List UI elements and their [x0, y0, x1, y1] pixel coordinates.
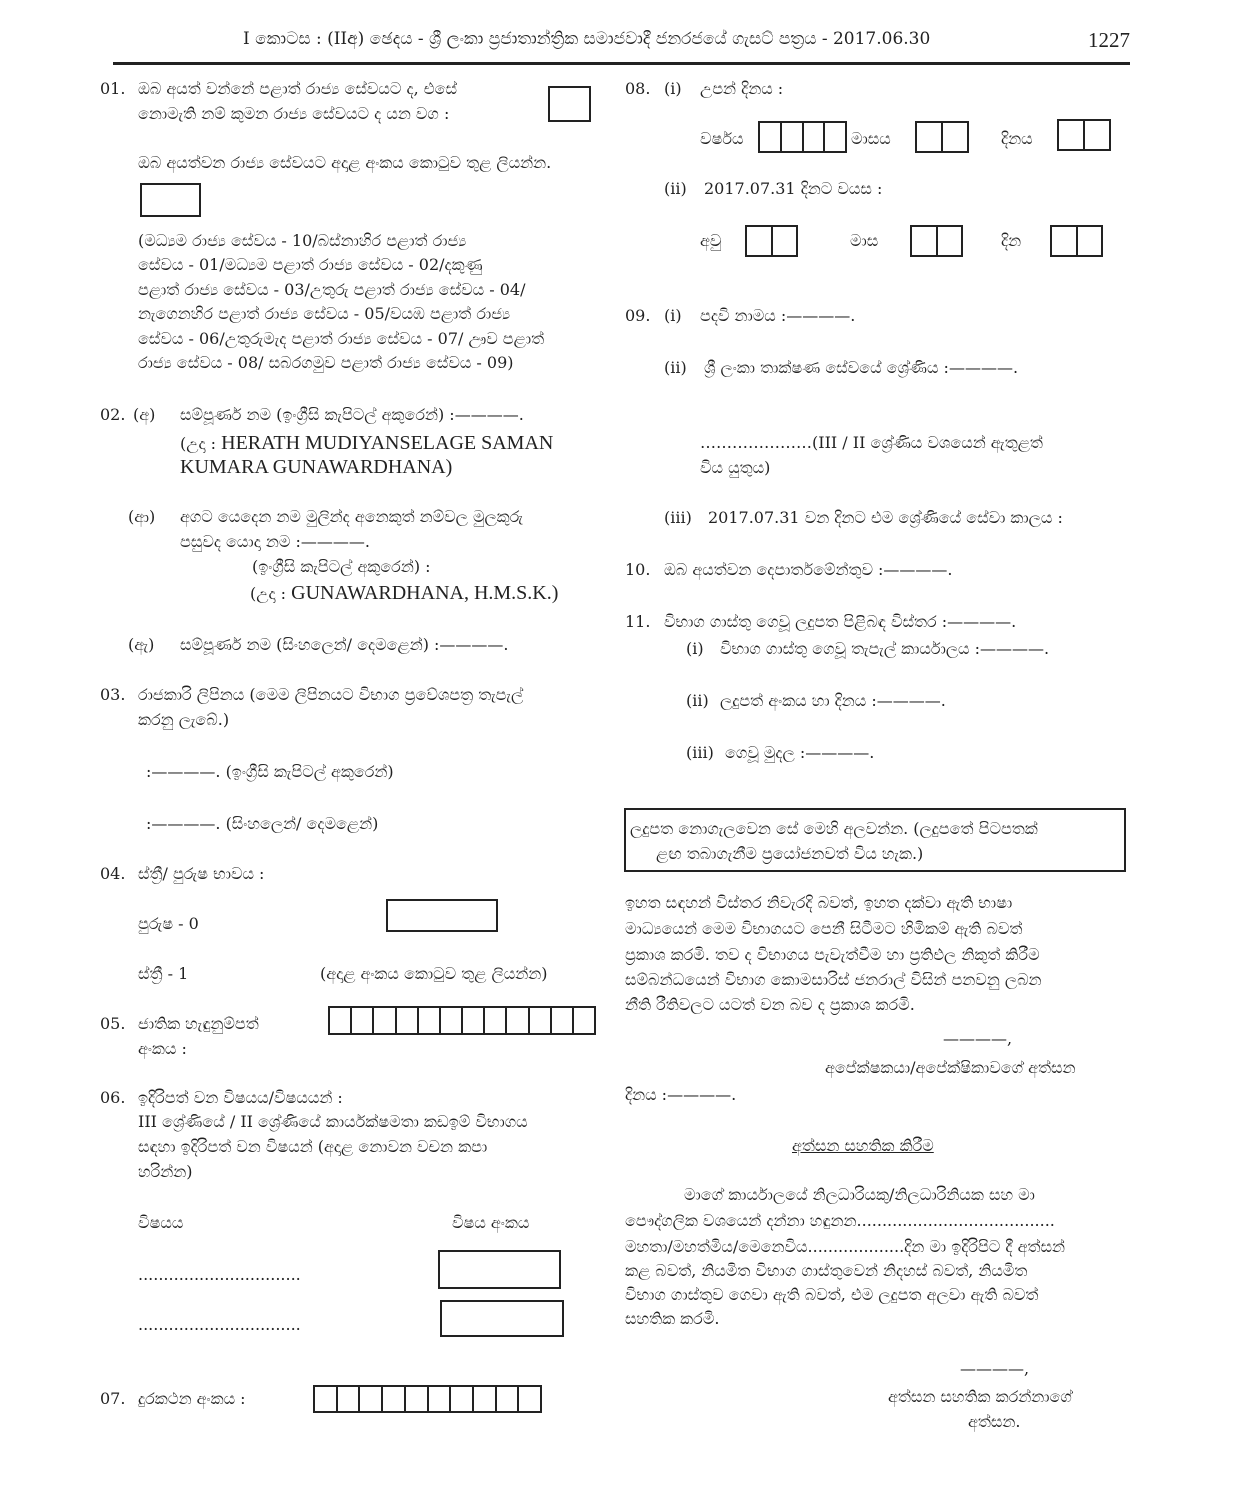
q06-line4: හරින්න) — [138, 1162, 193, 1181]
q04-female: ස්ත්‍රී - 1 — [138, 964, 189, 983]
grid-cell[interactable] — [472, 1387, 495, 1411]
q05-number: 05. — [100, 1014, 126, 1033]
receipt-note-line1: ලදුපත නොගැලවෙන සේ මෙහි අලවන්න. (ලදුපතේ පිටපතක් — [630, 819, 1038, 838]
q02-b-line2: පසුවද යොදා නම :————. — [180, 532, 370, 551]
grid-cell[interactable] — [439, 1008, 461, 1033]
grid-cell[interactable] — [330, 1008, 350, 1033]
grid-cell[interactable] — [395, 1008, 417, 1033]
attestation-line: මහතා/මහත්මිය/මෙනෙවිය...................දින මා ඉදිරිපිට දී අත්සන් — [625, 1237, 1065, 1256]
q08-year-grid[interactable] — [758, 121, 847, 153]
q08-age-days-grid[interactable] — [1050, 225, 1103, 257]
q08-day-grid[interactable] — [1057, 119, 1111, 151]
q01-line2: නොමැති නම් කුමන රාජ්‍ය සේවයට ද යන වග : — [138, 104, 450, 123]
q11-i-label: (i) — [686, 639, 704, 658]
grid-cell[interactable] — [350, 1008, 372, 1033]
q06-subject-line[interactable]: ................................ — [138, 1265, 301, 1284]
q02-b-example — [250, 582, 558, 605]
q06-col-subject: විෂයය — [138, 1213, 184, 1232]
q01-list-line: සේවය - 01/මධ්‍යම පළාත් රාජ්‍ය සේවය - 02/දකුණු — [138, 255, 483, 274]
grid-cell[interactable] — [495, 1387, 518, 1411]
q01-number: 01. — [100, 79, 126, 98]
declaration-line: නීති රීතිවලට යටත් වන බව ද ප්‍රකාශ කරමි. — [625, 995, 915, 1014]
q07-number: 07. — [100, 1389, 126, 1408]
grid-cell[interactable] — [483, 1008, 505, 1033]
q02-a-example-prefix: (උදා : — [180, 434, 217, 453]
q09-iii-label: (iii) — [664, 508, 692, 527]
certifier-signature-label1: අත්සන සහතික කරන්නාගේ — [888, 1387, 1072, 1406]
declaration-line: ප්‍රකාශ කරමි. තව ද විභාගය පැවැත්වීම හා ප්‍රතිඵල නිකුත් කිරීම — [625, 945, 1040, 964]
grid-cell[interactable] — [404, 1387, 427, 1411]
q09-i-text: පදවි නාමය :————. — [700, 306, 856, 325]
grid-cell[interactable] — [449, 1387, 472, 1411]
q11-iii-text: ගෙවූ මුදල :————. — [725, 743, 875, 762]
q09-ii-note2: විය යුතුය) — [700, 458, 771, 477]
grid-cell[interactable] — [381, 1387, 404, 1411]
attestation-line: විභාග ගාස්තුව ගෙවා ඇති බවත්, එම ලදුපත අලවා ඇති බවත් — [625, 1285, 1039, 1304]
q08-ii-text: 2017.07.31 දිනට වයස : — [704, 179, 883, 198]
q03-line2: කරනු ලැබේ.) — [138, 710, 230, 729]
declaration-line: ඉහත සඳහන් විස්තර නිවැරදි බවත්, ඉහත දක්වා ඇති භාෂා — [625, 893, 1013, 912]
q08-ii-label: (ii) — [664, 179, 687, 198]
receipt-paste-box — [624, 808, 1126, 872]
header-rule — [113, 62, 1130, 65]
header-title: I කොටස : (IIඅ) ඡෙදය - ශ්‍රී ලංකා ප්‍රජාතාන්ත්‍රික සමාජවාදී ජනරජයේ ගැසට් පත්‍රය - 2017.06.30 — [243, 29, 931, 49]
q08-i-label: (i) — [664, 79, 682, 98]
q03-line1: රාජකාරි ලිපිනය (මෙම ලිපිනයට විභාග ප්‍රවේශපත්‍ර තැපැල් — [138, 685, 524, 704]
q01-answer-box[interactable] — [548, 86, 591, 122]
q11-i-text: විභාග ගාස්තු ගෙවූ තැපැල් කාර්යාලය :————. — [720, 639, 1050, 658]
grid-cell[interactable] — [372, 1008, 394, 1033]
q06-number: 06. — [100, 1088, 126, 1107]
q01-service-code-box[interactable] — [140, 183, 201, 217]
q09-ii-text: ශ්‍රී ලංකා තාක්ෂණ සේවයේ ශ්‍රේණිය :————. — [704, 358, 1019, 377]
q02-c-text: සම්පූර්ණ නම (සිංහලෙන්/ දෙමළෙන්) :————. — [180, 635, 509, 654]
grid-cell[interactable] — [417, 1008, 439, 1033]
grid-cell[interactable] — [528, 1008, 550, 1033]
q05-line2: අංකය : — [138, 1039, 187, 1058]
q03-address-english: :————. (ඉංග්‍රීසි කැපිටල් අකුරෙන්) — [146, 762, 394, 781]
applicant-signature-line[interactable]: ————, — [943, 1029, 1013, 1048]
q01-list-line: සේවය - 06/උතුරුමැද පළාත් රාජ්‍ය සේවය - 07/ ඌව පළාත් — [138, 329, 545, 348]
q02-b-label: (ආ) — [128, 507, 156, 526]
q08-age-days-label: දින — [1001, 231, 1022, 250]
q04-male: පුරුෂ - 0 — [138, 914, 199, 933]
q07-phone-grid[interactable] — [313, 1385, 542, 1413]
q02-b-example-name: GUNAWARDHANA, H.M.S.K.) — [291, 582, 559, 604]
q11-ii-text: ලදුපත් අංකය හා දිනය :————. — [720, 691, 946, 710]
q02-b-line3: (ඉංග්‍රීසි කැපිටල් අකුරෙන්) : — [252, 557, 431, 576]
grid-cell[interactable] — [315, 1387, 336, 1411]
q03-number: 03. — [100, 685, 126, 704]
q01-list-line: නැගෙනහිර පළාත් රාජ්‍ය සේවය - 05/වයඹ පළාත් රාජ්‍ය — [138, 304, 511, 323]
certifier-signature-label2: අත්සන. — [968, 1412, 1021, 1431]
q09-iii-text: 2017.07.31 වන දිනට එම ශ්‍රේණියේ සේවා කාලය : — [708, 508, 1063, 527]
q11-iii-label: (iii) — [686, 743, 714, 762]
certifier-signature-line[interactable]: ————, — [960, 1359, 1030, 1378]
q06-subject-line[interactable]: ................................ — [138, 1315, 301, 1334]
grid-cell[interactable] — [358, 1387, 381, 1411]
q09-number: 09. — [625, 306, 651, 325]
q01-list-line: (මධ්‍යම රාජ්‍ය සේවය - 10/බස්නාහිර පළාත් රාජ්‍ය — [138, 231, 467, 250]
q08-month-grid[interactable] — [915, 121, 969, 153]
q04-number: 04. — [100, 864, 126, 883]
attestation-line: මාගේ කාර්යාලයේ නිලධාරියකු/නිලධාරිනියක සහ මා — [684, 1185, 1035, 1204]
q05-line1: ජාතික හැඳුනුම්පත් — [138, 1014, 259, 1033]
q02-c-label: (ඇ) — [128, 635, 155, 654]
q06-subject-code-box[interactable] — [440, 1300, 564, 1337]
q02-a-example-name1: HERATH MUDIYANSELAGE SAMAN — [221, 432, 554, 454]
q02-b-line1: අගට යෙදෙන නම මුලින්ද අනෙකුත් නම්වල මුලකුරු — [180, 507, 524, 526]
grid-cell[interactable] — [517, 1387, 540, 1411]
q04-title: ස්ත්‍රී/ පුරුෂ භාවය : — [138, 864, 265, 883]
receipt-note-line2: ළඟ තබාගැනීම ප්‍රයෝජනවත් විය හැක.) — [656, 844, 924, 863]
q04-gender-box[interactable] — [386, 899, 498, 932]
q01-list-line: පළාත් රාජ්‍ය සේවය - 03/උතුරු පළාත් රාජ්‍ය සේවය - 04/ — [138, 280, 526, 299]
q06-col-code: විෂය අංකය — [452, 1213, 530, 1232]
q08-month-label: මාසය — [851, 129, 891, 148]
q06-line1: ඉදිරිපත් වන විෂයය/විෂයයන් : — [138, 1088, 343, 1107]
q10-number: 10. — [625, 560, 651, 579]
grid-cell[interactable] — [505, 1008, 527, 1033]
q04-instruction: (අදාළ අංකය කොටුව තුළ ලියන්න) — [320, 964, 548, 983]
grid-cell[interactable] — [572, 1008, 594, 1033]
q06-line3: සඳහා ඉදිරිපත් වන විෂයන් (අදාළ නොවන වචන කපා — [138, 1137, 488, 1156]
q06-line2: III ශ්‍රේණියේ / II ශ්‍රේණියේ කාර්යක්ෂමතා කඩඉම් විභාගය — [138, 1112, 528, 1131]
attestation-title: අත්සන සහතික කිරීම — [792, 1136, 934, 1155]
q01-line1: ඔබ අයත් වන්නේ පළාත් රාජ්‍ය සේවයට ද, එසේ — [138, 79, 457, 98]
q08-i-text: උපන් දිනය : — [700, 79, 784, 98]
q07-label: දුරකථන අංකය : — [138, 1389, 246, 1408]
q01-instruction: ඔබ අයත්වන රාජ්‍ය සේවයට අදාළ අංකය කොටුව තුළ ලියන්න. — [138, 153, 552, 172]
q06-subject-code-box[interactable] — [438, 1250, 561, 1289]
q02-a-example-name2: KUMARA GUNAWARDHANA) — [180, 456, 453, 478]
q08-age-months-label: මාස — [850, 231, 879, 250]
q09-ii-note1: …………………(III / II ශ්‍රේණිය වශයෙන් ඇතුළත් — [700, 433, 1043, 452]
q01-list-line: රාජ්‍ය සේවය - 08/ සබරගමුව පළාත් රාජ්‍ය සේවය - 09) — [138, 353, 514, 372]
q08-number: 08. — [625, 79, 651, 98]
grid-cell[interactable] — [427, 1387, 450, 1411]
declaration-date: දිනය :————. — [625, 1085, 737, 1104]
declaration-line: මාධ්‍යයෙන් මෙම විභාගයට පෙනී සිටීමට හිමිකම් ඇති බවත් — [625, 919, 1023, 938]
page-number: 1227 — [1088, 28, 1130, 52]
q05-nic-grid[interactable] — [328, 1006, 596, 1035]
declaration-line: සම්බන්ධයෙන් විභාග කොමසාරිස් ජනරාල් විසින් පනවනු ලබන — [625, 970, 1042, 989]
grid-cell[interactable] — [461, 1008, 483, 1033]
q10-text: ඔබ අයත්වන දෙපාර්තමේන්තුව :————. — [664, 560, 953, 579]
attestation-line: පෞද්ගලික වශයෙන් දන්නා හඳුනන....................................... — [625, 1211, 1055, 1230]
attestation-line: කළ බවත්, නියමිත විභාග ගාස්තුවෙන් නිදහස් බවත්, නියමිත — [625, 1261, 1028, 1280]
q11-text: විභාග ගාස්තු ගෙවූ ලදුපත පිළිබඳ විස්තර :————. — [664, 612, 1017, 631]
q08-year-label: වර්ෂය — [700, 129, 744, 148]
q02-a-text: සම්පූර්ණ නම (ඉංග්‍රීසි කැපිටල් අකුරෙන්) :————. — [180, 405, 524, 424]
q08-day-label: දිනය — [1001, 129, 1033, 148]
q11-number: 11. — [625, 612, 651, 631]
attestation-line: සහතික කරමි. — [625, 1309, 720, 1328]
q09-ii-label: (ii) — [664, 358, 687, 377]
q11-ii-label: (ii) — [686, 691, 709, 710]
q09-i-label: (i) — [664, 306, 682, 325]
q02-number: 02. — [100, 405, 126, 424]
q08-age-years-grid[interactable] — [745, 225, 798, 257]
q02-b-example-prefix: (උදා : — [250, 584, 287, 603]
q02-a-example — [180, 432, 553, 455]
applicant-signature-label: අපේක්ෂකයා/අපේක්ෂිකාවගේ අත්සන — [825, 1058, 1076, 1077]
q08-age-months-grid[interactable] — [910, 225, 963, 257]
grid-cell[interactable] — [550, 1008, 572, 1033]
q02-a-label: (අ) — [133, 405, 156, 424]
q03-address-sinhala: :————. (සිංහලෙන්/ දෙමළෙන්) — [146, 814, 379, 833]
grid-cell[interactable] — [336, 1387, 359, 1411]
q08-age-years-label: අවු — [700, 231, 722, 250]
